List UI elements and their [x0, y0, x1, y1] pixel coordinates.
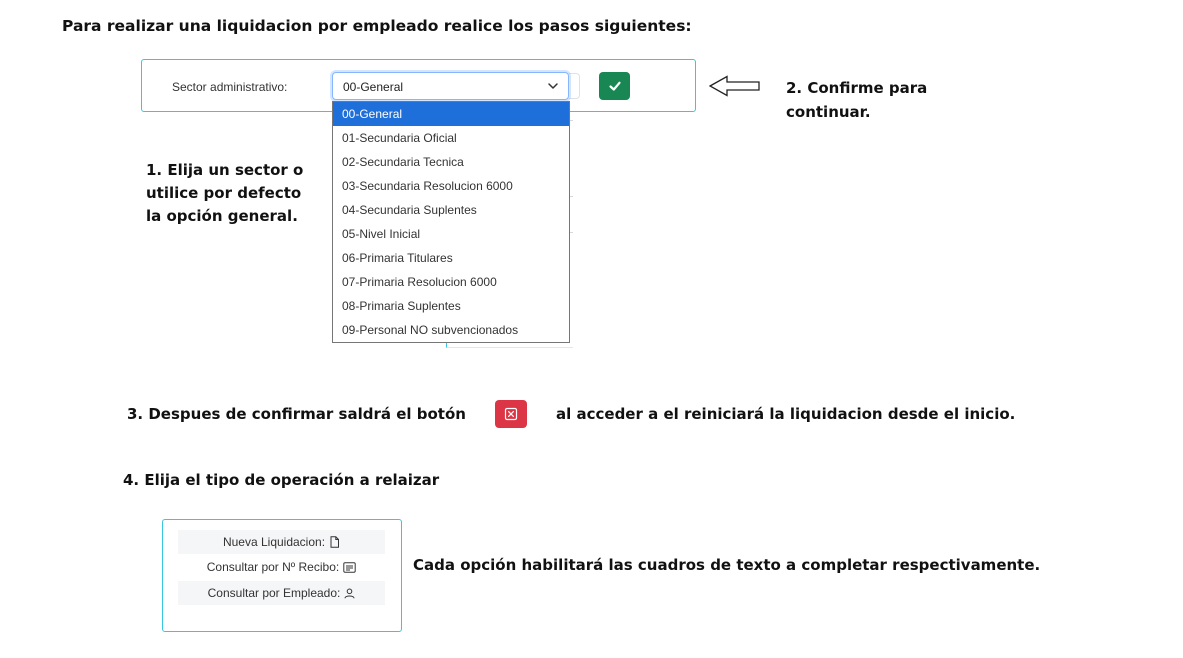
- page-title: Para realizar una liquidacion por empleado realice los pasos siguientes:: [62, 17, 692, 35]
- left-arrow-icon: [709, 75, 761, 97]
- sector-label: Sector administrativo:: [172, 80, 288, 94]
- file-icon: [329, 536, 340, 548]
- person-icon: [344, 588, 355, 599]
- employee-query-option[interactable]: [178, 581, 385, 605]
- step4-text: 4. Elija el tipo de operación a relaizar: [123, 471, 440, 489]
- hidden-field-edge: [569, 73, 580, 99]
- employee-query-label: Consultar por Empleado:: [207, 586, 341, 600]
- dropdown-option[interactable]: 09-Personal NO subvencionados: [342, 323, 519, 337]
- close-square-icon: [504, 407, 518, 421]
- background-line: [570, 232, 573, 233]
- step2-line: 2. Confirme para: [786, 79, 928, 97]
- background-line: [570, 120, 573, 121]
- dropdown-option[interactable]: 00-General: [333, 102, 569, 126]
- dropdown-option[interactable]: 05-Nivel Inicial: [342, 227, 421, 241]
- dropdown-option[interactable]: 06-Primaria Titulares: [342, 251, 453, 265]
- step1-text: [146, 159, 303, 228]
- sector-select-value: 00-General: [343, 80, 404, 94]
- step3-continuation: al acceder a el reiniciará la liquidacion desde el inicio.: [556, 405, 1016, 423]
- background-panel-edge: [446, 343, 573, 348]
- step1-line: utilice por defecto: [146, 184, 302, 202]
- step3-text: 3. Despues de confirmar saldrá el botón: [127, 405, 466, 423]
- dropdown-option[interactable]: 07-Primaria Resolucion 6000: [342, 275, 497, 289]
- card-text-icon: [343, 562, 356, 573]
- dropdown-option[interactable]: 08-Primaria Suplentes: [342, 299, 461, 313]
- sector-select[interactable]: [332, 72, 569, 100]
- new-liquidation-label: Nueva Liquidacion:: [222, 535, 326, 549]
- dropdown-option[interactable]: 03-Secundaria Resolucion 6000: [342, 179, 513, 193]
- note-text: Cada opción habilitará las cuadros de texto a completar respectivamente.: [413, 556, 1041, 574]
- dropdown-option[interactable]: 01-Secundaria Oficial: [342, 131, 457, 145]
- step2-line: continuar.: [786, 103, 871, 121]
- receipt-query-label: Consultar por Nº Recibo:: [206, 560, 340, 574]
- background-line: [570, 196, 573, 197]
- step2-text: [786, 76, 927, 124]
- dropdown-option[interactable]: 04-Secundaria Suplentes: [342, 203, 477, 217]
- check-icon: [608, 79, 622, 93]
- new-liquidation-option[interactable]: [178, 530, 385, 554]
- receipt-query-option[interactable]: [178, 555, 385, 579]
- reset-button[interactable]: [495, 400, 527, 428]
- chevron-down-icon: [547, 80, 559, 92]
- confirm-button[interactable]: [599, 72, 630, 100]
- sector-dropdown-list: [332, 101, 570, 343]
- step1-line: 1. Elija un sector o: [146, 161, 304, 179]
- dropdown-option[interactable]: 02-Secundaria Tecnica: [342, 155, 464, 169]
- step1-line: la opción general.: [146, 207, 298, 225]
